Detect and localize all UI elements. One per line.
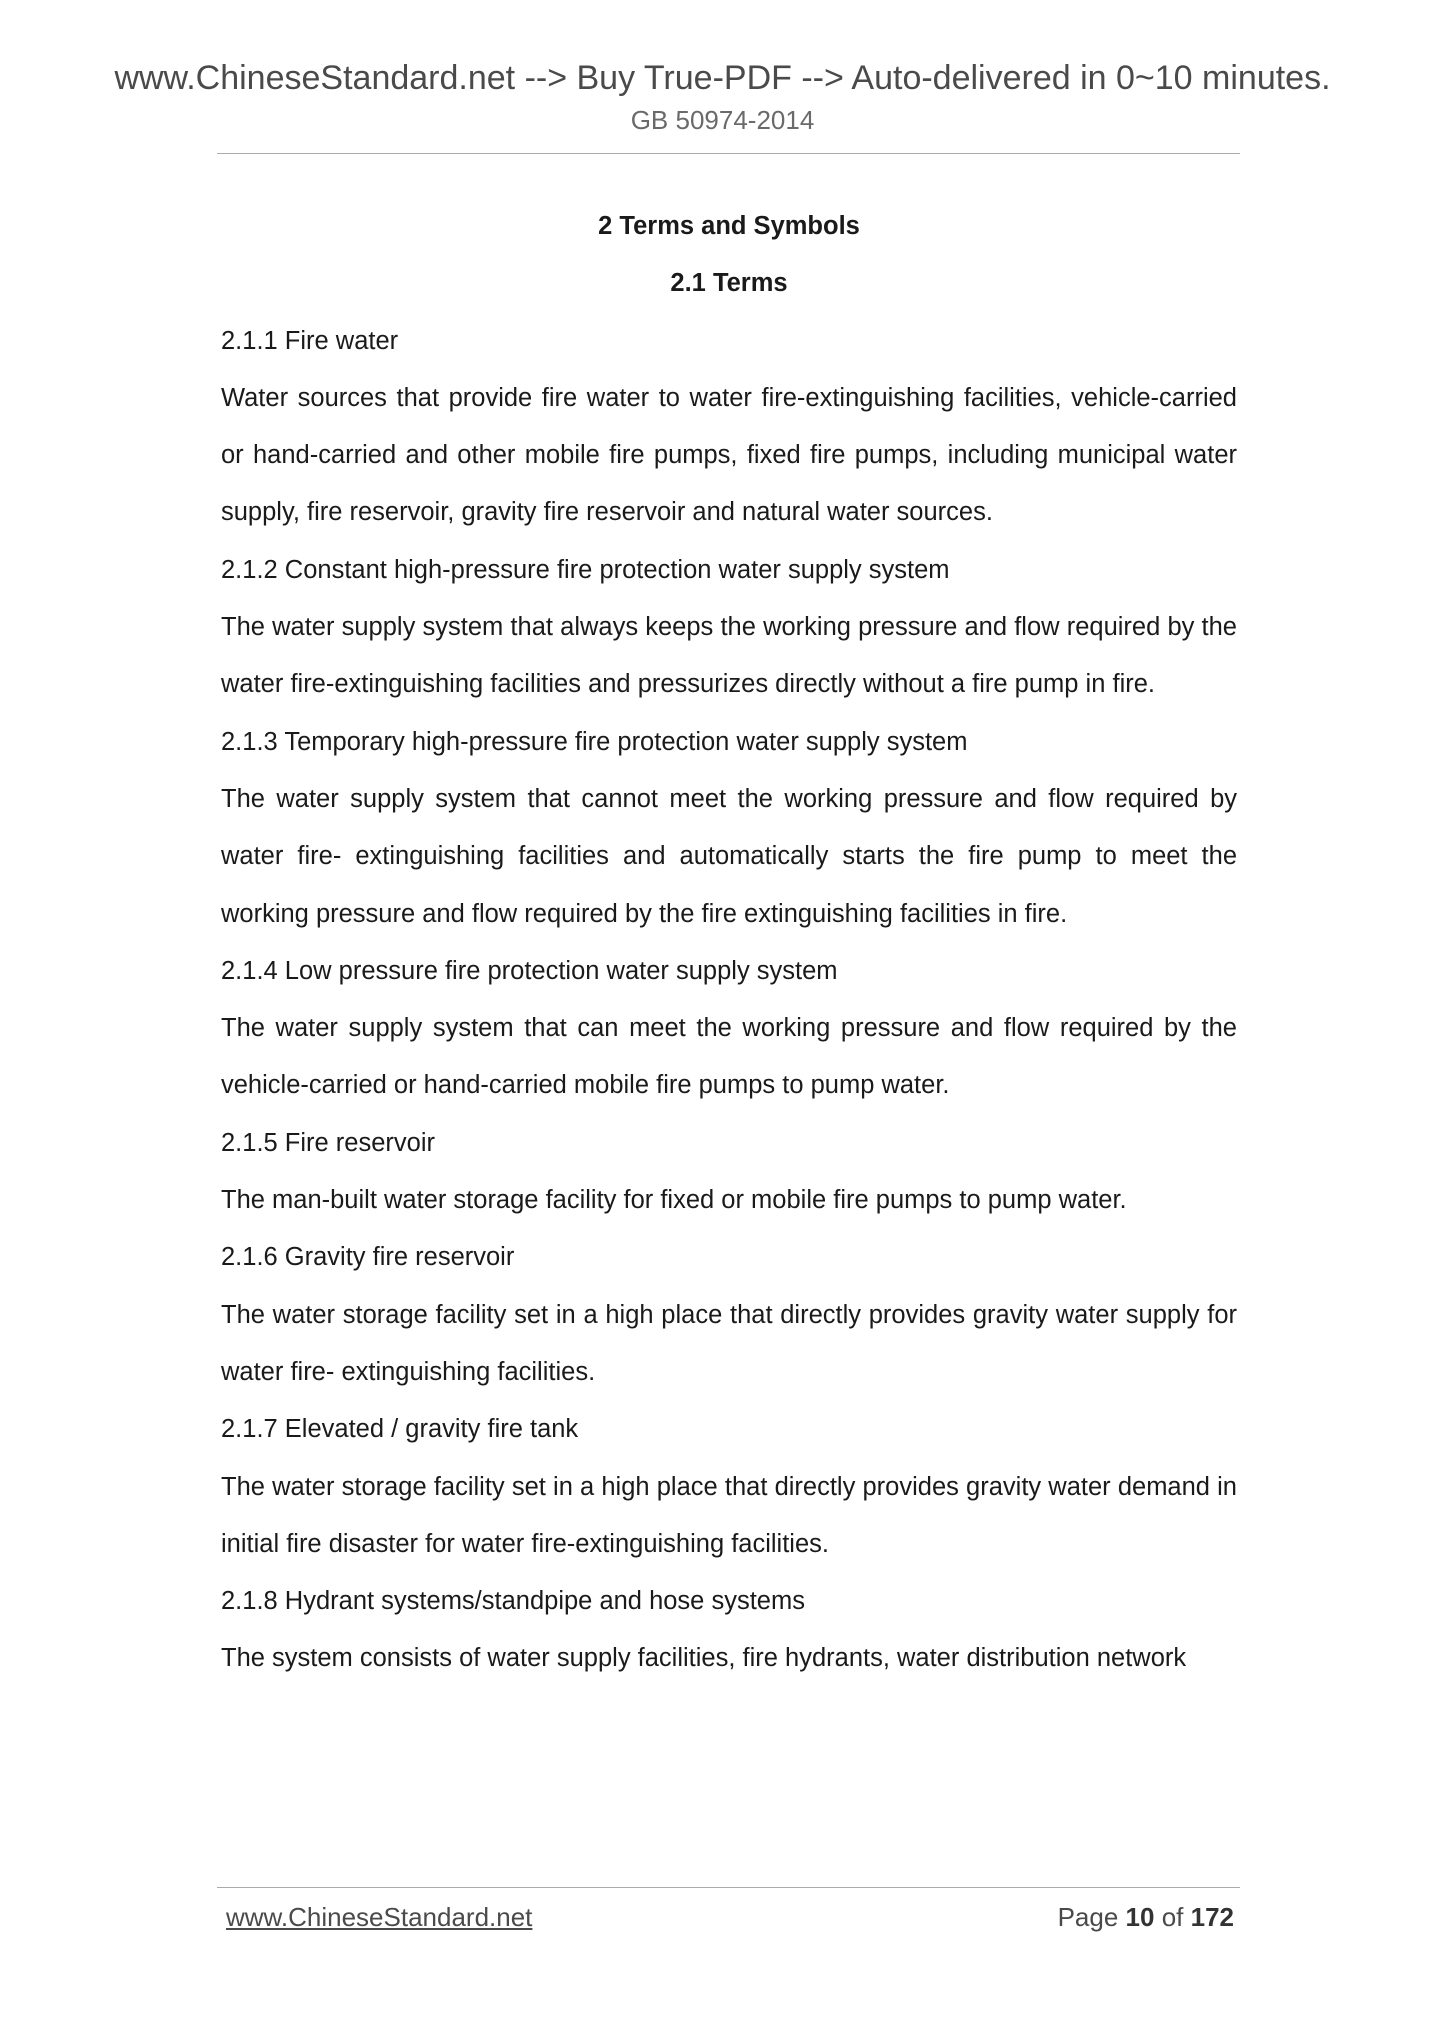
page-prefix: Page <box>1057 1902 1119 1932</box>
term-definition-2-1-7: The water storage facility set in a high place that directly provides gravity water demand in initial fire disaster for water fire-extinguishing facilities. <box>221 1472 1237 1558</box>
footer-divider <box>217 1887 1240 1888</box>
term-definition-2-1-3: The water supply system that cannot meet the working pressure and flow required by water fire- extinguishing facilities and automatically starts the fire pump to meet the working pressure and flow required by the fire extinguishing facilities in fire. <box>221 784 1237 928</box>
website-link[interactable]: www.ChineseStandard.net <box>226 1902 533 1932</box>
term-definition-2-1-2: The water supply system that always keeps the working pressure and flow required by the water fire-extinguishing facilities and pressurizes directly without a fire pump in fire. <box>221 613 1237 699</box>
term-heading-2-1-7: 2.1.7 Elevated / gravity fire tank <box>221 1415 579 1444</box>
document-body <box>221 198 1237 1688</box>
term-definition-2-1-5: The man-built water storage facility for fixed or mobile fire pumps to pump water. <box>221 1186 1127 1215</box>
term-heading-2-1-5: 2.1.5 Fire reservoir <box>221 1128 435 1157</box>
term-definition-2-1-6: The water storage facility set in a high place that directly provides gravity water supply for water fire- extinguishing facilities. <box>221 1300 1237 1386</box>
term-heading-2-1-8: 2.1.8 Hydrant systems/standpipe and hose systems <box>221 1587 805 1616</box>
page-footer <box>226 1902 1234 1942</box>
section-title: 2.1 Terms <box>670 269 788 298</box>
standard-number: GB 50974-2014 <box>630 105 815 135</box>
page-number <box>1058 1902 1234 1933</box>
term-heading-2-1-1: 2.1.1 Fire water <box>221 326 399 355</box>
term-heading-2-1-3: 2.1.3 Temporary high-pressure fire protection water supply system <box>221 727 968 756</box>
page-current: 10 <box>1125 1902 1155 1932</box>
term-heading-2-1-6: 2.1.6 Gravity fire reservoir <box>221 1243 515 1272</box>
header-promo-text: www.ChineseStandard.net --> Buy True-PDF --> Auto-delivered in 0~10 minutes. <box>114 59 1331 97</box>
term-definition-2-1-8: The system consists of water supply facilities, fire hydrants, water distribution network <box>221 1644 1187 1673</box>
page-total: 172 <box>1190 1902 1234 1932</box>
page-header <box>0 56 1445 138</box>
term-heading-2-1-2: 2.1.2 Constant high-pressure fire protection water supply system <box>221 555 950 584</box>
page-of: of <box>1161 1902 1184 1932</box>
term-definition-2-1-4: The water supply system that can meet the working pressure and flow required by the vehicle-carried or hand-carried mobile fire pumps to pump water. <box>221 1014 1237 1100</box>
term-heading-2-1-4: 2.1.4 Low pressure fire protection water supply system <box>221 956 838 985</box>
header-divider <box>217 153 1240 154</box>
term-definition-2-1-1: Water sources that provide fire water to water fire-extinguishing facilities, vehicle-carried or hand-carried and other mobile fire pumps, fixed fire pumps, including municipal water supply, fire reservoir, gravity fire reservoir and natural water sources. <box>221 383 1237 527</box>
chapter-title: 2 Terms and Symbols <box>598 212 860 240</box>
